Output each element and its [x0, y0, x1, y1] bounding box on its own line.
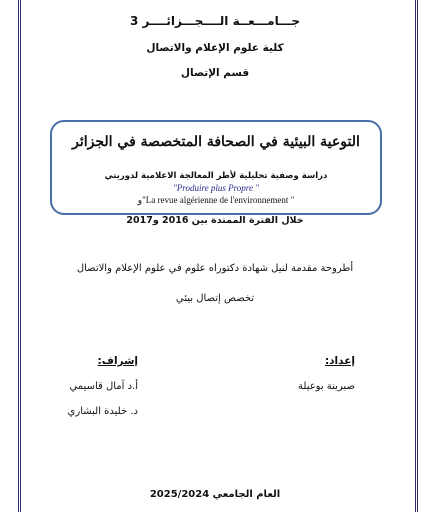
department-name: قسم الإتصال	[180, 67, 250, 79]
thesis-specialty: تخصص إتصال بيئي	[175, 293, 255, 304]
student-name: صبرينة بوعيلة	[298, 381, 355, 392]
study-period: خلال الفترة الممتدة بين 2016 و2017	[126, 215, 304, 226]
journal-name-2: و"La revue algérienne de l'environnement "	[137, 195, 295, 205]
thesis-description: أطروحة مقدمة لنيل شهادة دكتوراه علوم في علوم الإعلام والاتصال	[76, 263, 354, 274]
thesis-title: التوعية البيئية في الصحافة المتخصصة في الجزائر	[72, 134, 360, 150]
supervisor-name-1: أ.د آمال قاسيمي	[69, 381, 138, 392]
study-description: دراسة وصفية تحليلية لأطر المعالجة الاعلامية لدوريتي	[104, 171, 328, 181]
journal-name-1: "Produire plus Propre "	[173, 183, 259, 193]
supervision-label: إشراف:	[97, 355, 138, 367]
supervisor-name-2: د. خليدة البشاري	[67, 406, 138, 417]
title-box	[50, 120, 382, 215]
prepared-by-label: إعداد:	[324, 355, 355, 367]
faculty-name: كلية علوم الإعلام والاتصال	[146, 42, 284, 54]
university-name: جـــامـــعــة الــــجـــزائــــر 3	[129, 14, 301, 28]
academic-year: العام الجامعي 2025/2024	[149, 489, 281, 500]
